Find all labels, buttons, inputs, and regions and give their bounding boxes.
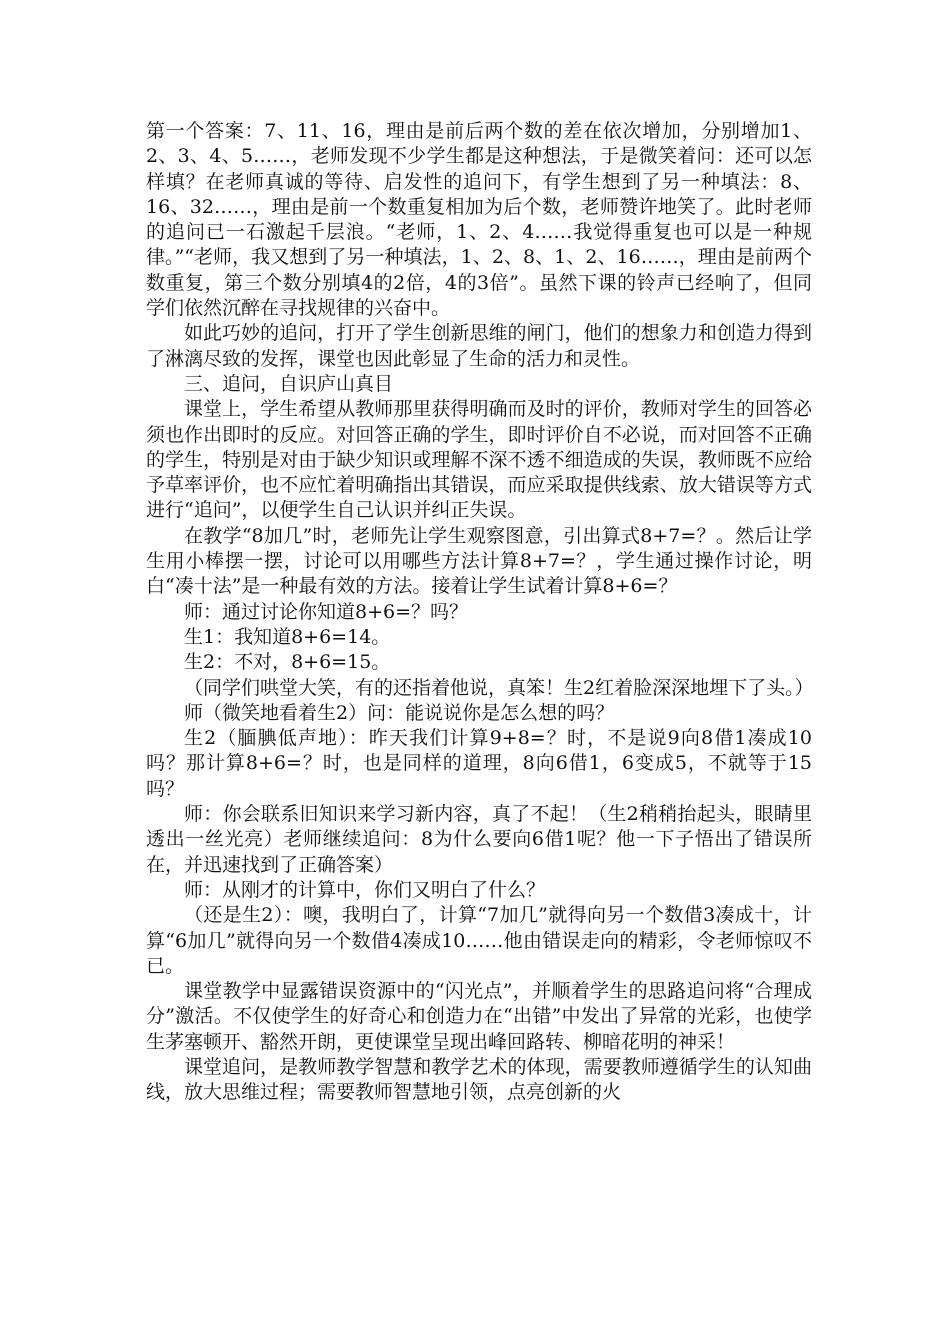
paragraph-reflection: 课堂教学中显露错误资源中的“闪光点”，并顺着学生的思路追问将“合理成分”激活。不仅使学生的好奇心和创造力在“出错”中发出了异常的光彩，也使学生茅塞顿开、豁然开朗，更使课堂呈现出峰回路转、柳暗花明的神采！ <box>146 980 812 1053</box>
dialogue-line: 师（微笑地看着生2）问：能说说你是怎么想的吗？ <box>184 701 615 724</box>
dialogue-line: 师：你会联系旧知识来学习新内容，真了不起！（生2稍稍抬起头，眼睛里透出一丝光亮）老师继续追问：8为什么要向6借1呢？他一下子悟出了错误所在，并迅速找到了正确答案） <box>146 803 812 876</box>
paragraph-evaluation: 课堂上，学生希望从教师那里获得明确而及时的评价，教师对学生的回答必须也作出即时的反应。对回答正确的学生，即时评价自不必说，而对回答不正确的学生，特别是对由于缺少知识或理解不深不透不细造成的失误，教师既不应给予草率评价，也不应忙着明确指出其错误，而应采取提供线索、放大错误等方式进行“追问”，以便学生自己认识并纠正失误。 <box>146 398 812 522</box>
document-page <box>146 119 812 1106</box>
dialogue-line: （同学们哄堂大笑，有的还指着他说，真笨！生2红着脸深深地埋下了头。） <box>184 676 814 699</box>
paragraph-conclusion: 课堂追问，是教师教学智慧和教学艺术的体现，需要教师遵循学生的认知曲线，放大思维过程；需要教师智慧地引领，点亮创新的火 <box>146 1055 812 1104</box>
dialogue-line: 生2（腼腆低声地）：昨天我们计算9+8=？时，不是说9向8借1凑成10吗？那计算8+6=？时，也是同样的道理，8向6借1，6变成5，不就等于15吗？ <box>146 727 812 800</box>
dialogue-line: （还是生2）：噢，我明白了，计算“7加几”就得向另一个数借3凑成十，计算“6加几”就得向另一个数借4凑成10……他由错误走向的精彩，令老师惊叹不已。 <box>146 904 812 977</box>
paragraph-creativity: 如此巧妙的追问，打开了学生创新思维的闸门，他们的想象力和创造力得到了淋漓尽致的发挥，课堂也因此彰显了生命的活力和灵性。 <box>146 322 812 370</box>
paragraph-answers: 第一个答案：7、11、16，理由是前后两个数的差在依次增加，分别增加1、2、3、4、5……，老师发现不少学生都是这种想法，于是微笑着问：还可以怎样填？在老师真诚的等待、启发性的追问下，有学生想到了另一种填法：8、16、32……，理由是前一个数重复相加为后个数，老师赞许地笑了。此时老师的追问已一石激起千层浪。“老师，1、2、4……我觉得重复也可以是一种规律。”“老师，我又想到了另一种填法，1、2、8、1、2、16……，理由是前两个数重复，第三个数分别填4的2倍，4的3倍”。虽然下课的铃声已经响了，但同学们依然沉醉在寻找规律的兴奋中。 <box>146 120 812 320</box>
dialogue-line: 师：从刚才的计算中，你们又明白了什么？ <box>184 878 546 901</box>
dialogue-line: 师：通过讨论你知道8+6=？吗？ <box>184 600 469 623</box>
dialogue-line: 生2：不对，8+6=15。 <box>184 651 391 674</box>
paragraph-teaching-example: 在教学“8加几”时，老师先让学生观察图意，引出算式8+7=？。然后让学生用小棒摆一摆，讨论可以用哪些方法计算8+7=？，学生通过操作讨论，明白“凑十法”是一种最有效的方法。接着让学生试着计算8+6=？ <box>146 524 812 598</box>
section-heading: 三、追问，自识庐山真目 <box>184 372 394 395</box>
dialogue-line: 生1：我知道8+6=14。 <box>184 625 391 648</box>
